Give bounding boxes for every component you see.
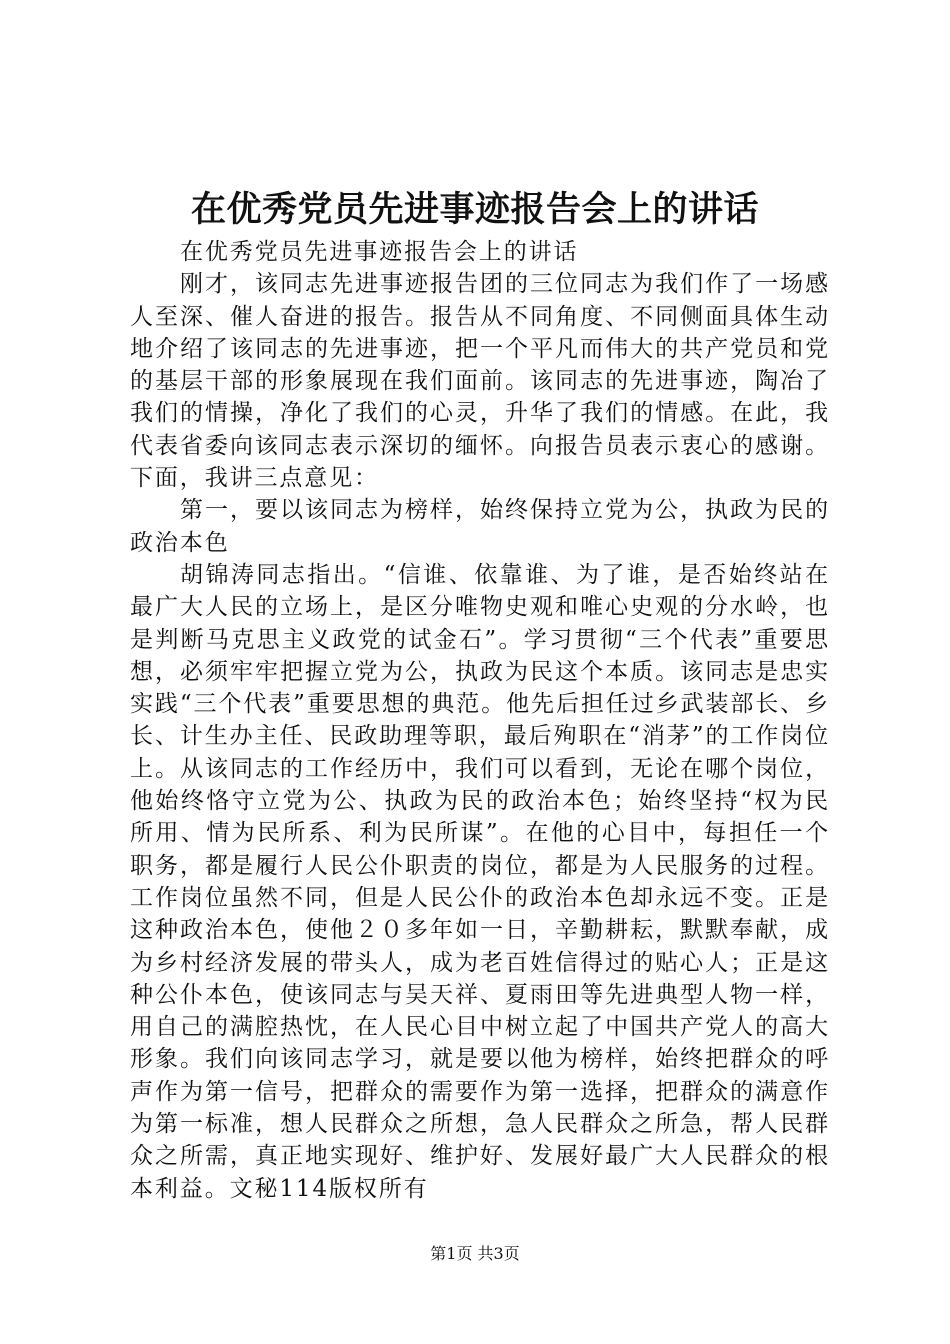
document-body	[130, 236, 830, 1205]
paragraph-heading-first-point: 第一，要以该同志为榜样，始终保持立党为公，执政为民的政治本色	[130, 497, 830, 556]
paragraph-intro: 刚才，该同志先进事迹报告团的三位同志为我们作了一场感人至深、催人奋进的报告。报告从不同角度、不同侧面具体生动地介绍了该同志的先进事迹，把一个平凡而伟大的共产党员和党的基层干部的形象展现在我们面前。该同志的先进事迹，陶冶了我们的情操，净化了我们的心灵，升华了我们的情感。在此，我代表省委向该同志表示深切的缅怀。向报告员表示衷心的感谢。下面，我讲三点意见：	[130, 271, 830, 492]
paragraph-first-point-body: 胡锦涛同志指出。“信谁、依靠谁、为了谁，是否始终站在最广大人民的立场上，是区分唯物史观和唯心史观的分水岭，也是判断马克思主义政党的试金石”。学习贯彻“三个代表”重要思想，必须牢牢把握立党为公，执政为民这个本质。该同志是忠实实践“三个代表”重要思想的典范。他先后担任过乡武装部长、乡长、计生办主任、民政助理等职，最后殉职在“消茅”的工作岗位上。从该同志的工作经历中，我们可以看到，无论在哪个岗位，他始终恪守立党为公、执政为民的政治本色；始终坚持“权为民所用、情为民所系、利为民所谋”。在他的心目中，每担任一个职务，都是履行人民公仆职责的岗位，都是为人民服务的过程。工作岗位虽然不同，但是人民公仆的政治本色却永远不变。正是这种政治本色，使他２０多年如一日，辛勤耕耘，默默奉献，成为乡村经济发展的带头人，成为老百姓信得过的贴心人；正是这种公仆本色，使该同志与吴天祥、夏雨田等先进典型人物一样，用自己的满腔热忱，在人民心目中树立起了中国共产党人的高大形象。我们向该同志学习，就是要以他为榜样，始终把群众的呼声作为第一信号，把群众的需要作为第一选择，把群众的满意作为第一标准，想人民群众之所想，急人民群众之所急，帮人民群众之所需，真正地实现好、维护好、发展好最广大人民群众的根本利益。文秘114版权所有	[130, 561, 830, 1202]
page-footer: 第1页 共3页	[430, 1244, 520, 1263]
document-title: 在优秀党员先进事迹报告会上的讲话	[190, 189, 759, 230]
paragraph-subtitle: 在优秀党员先进事迹报告会上的讲话	[180, 239, 579, 265]
